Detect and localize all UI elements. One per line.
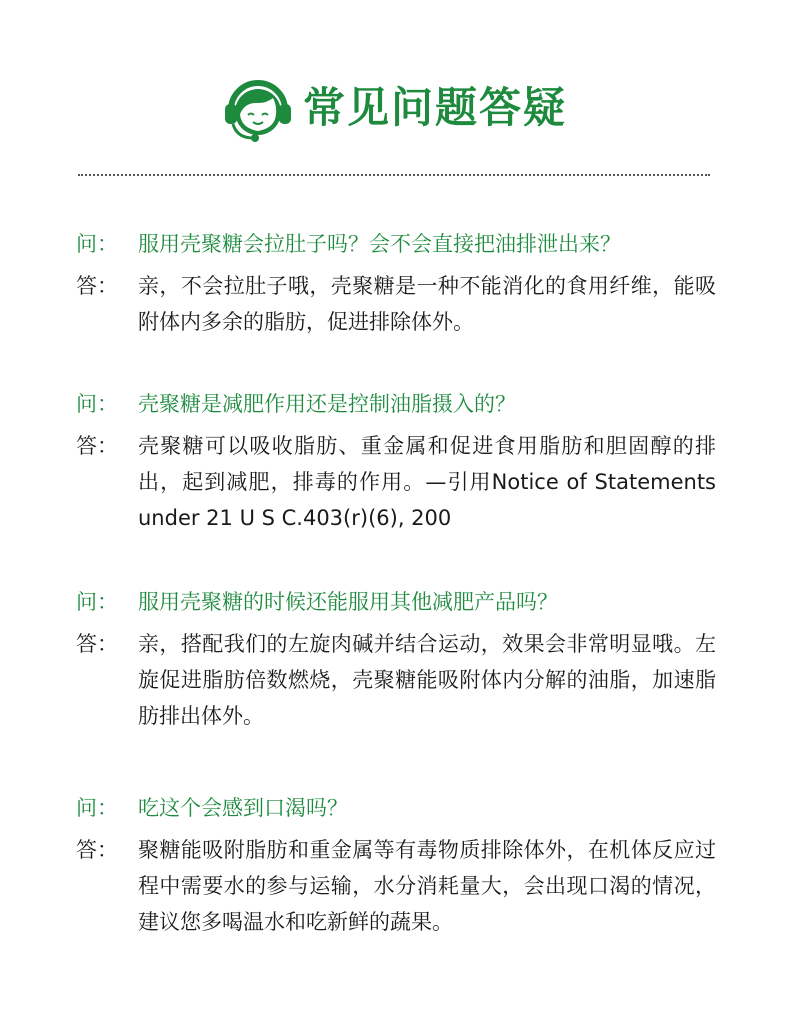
question-marker: 问： [76, 796, 118, 820]
answer-text: 聚糖能吸附脂肪和重金属等有毒物质排除体外，在机体反应过程中需要水的参与运输，水分消耗量大，会出现口渴的情况，建议您多喝温水和吃新鲜的蔬果。 [138, 838, 716, 934]
answer-text: 亲，不会拉肚子哦，壳聚糖是一种不能消化的食用纤维，能吸附体内多余的脂肪，促进排除体外。 [138, 274, 716, 334]
question-text: 服用壳聚糖的时候还能服用其他减肥产品吗？ [138, 590, 558, 614]
question-text: 吃这个会感到口渴吗？ [138, 796, 348, 820]
answer-row [76, 428, 716, 536]
question-row [76, 386, 716, 422]
question-row [76, 226, 716, 262]
question-marker: 问： [76, 392, 118, 416]
headset-customer-service-icon [223, 72, 293, 144]
answer-marker: 答： [76, 838, 118, 862]
faq-item [76, 584, 716, 734]
dotted-divider [78, 174, 710, 176]
question-text: 壳聚糖是减肥作用还是控制油脂摄入的？ [138, 392, 516, 416]
question-row [76, 790, 716, 826]
question-text: 服用壳聚糖会拉肚子吗？会不会直接把油排泄出来？ [138, 232, 621, 256]
faq-item [76, 386, 716, 536]
answer-marker: 答： [76, 434, 118, 458]
faq-item [76, 790, 716, 940]
question-row [76, 584, 716, 620]
faq-item [76, 226, 716, 340]
answer-row [76, 626, 716, 734]
question-marker: 问： [76, 590, 118, 614]
question-marker: 问： [76, 232, 118, 256]
page-title: 常见问题答疑 [302, 83, 567, 132]
page-header [0, 72, 790, 144]
answer-text: 亲，搭配我们的左旋肉碱并结合运动，效果会非常明显哦。左旋促进脂肪倍数燃烧，壳聚糖能吸附体内分解的油脂，加速脂肪排出体外。 [138, 632, 716, 728]
answer-row [76, 268, 716, 340]
answer-row [76, 832, 716, 940]
answer-text: 壳聚糖可以吸收脂肪、重金属和促进食用脂肪和胆固醇的排出，起到减肥，排毒的作用。—引用Notice of Statements under 21 U S C.403(r)(6), 200 [138, 434, 716, 530]
answer-marker: 答： [76, 632, 118, 656]
answer-marker: 答： [76, 274, 118, 298]
